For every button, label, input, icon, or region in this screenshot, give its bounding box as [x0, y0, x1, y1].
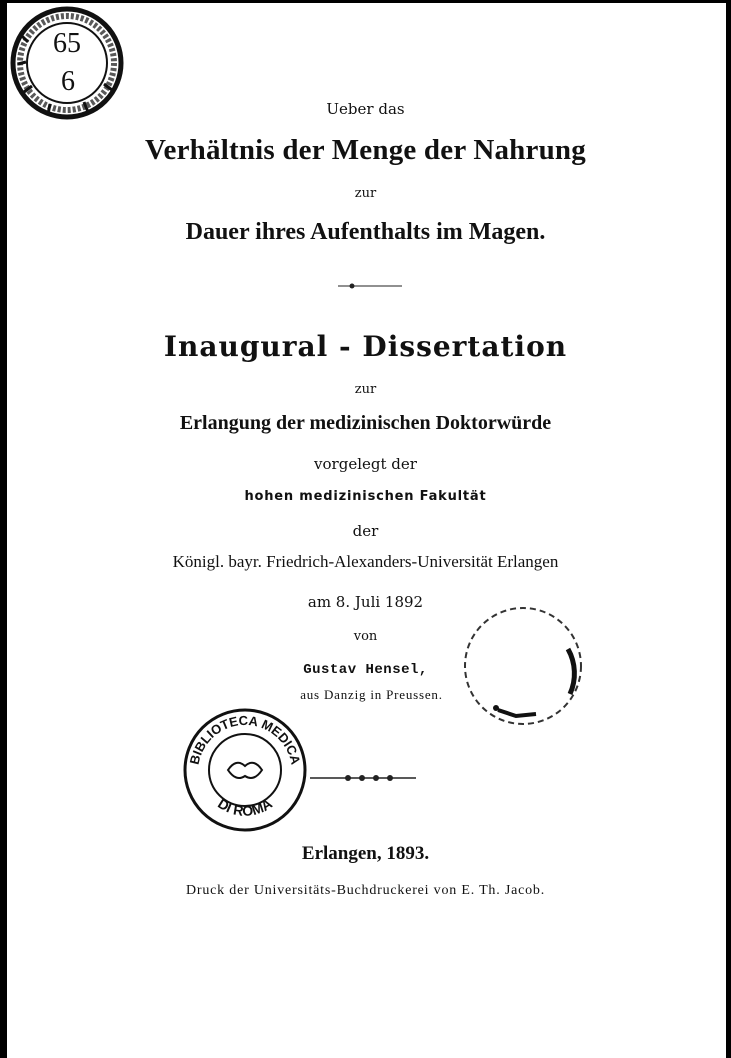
- author-origin: aus Danzig in Preussen.: [300, 687, 443, 702]
- title-line-3: zur: [354, 186, 377, 201]
- library-stamp-top-text: BIBLIOTECA MEDICA: [186, 712, 304, 767]
- dissertation-der: der: [352, 522, 379, 540]
- dissertation-heading: Inaugural - Dissertation: [163, 330, 568, 363]
- dissertation-zur: zur: [354, 382, 377, 397]
- dissertation-purpose: Erlangung der medizinischen Doktorwürde: [179, 412, 552, 434]
- author-name: Gustav Hensel,: [303, 662, 428, 678]
- imprint-printer: Druck der Universitäts-Buchdruckerei von E. Th. Jacob.: [185, 883, 545, 898]
- stamp-number-b: 6: [61, 66, 75, 97]
- dissertation-faculty: hohen medizinischen Fakultät: [244, 489, 487, 504]
- dissertation-date: am 8. Juli 1892: [307, 593, 424, 611]
- title-line-4: Dauer ihres Aufenthalts im Magen.: [185, 219, 546, 245]
- dissertation-vorgelegt: vorgelegt der: [314, 455, 417, 473]
- svg-text:DI ROMA: [215, 795, 275, 819]
- dissertation-university: Königl. bayr. Friedrich-Alexanders-Universität Erlangen: [172, 552, 559, 571]
- library-stamp: [176, 704, 314, 834]
- title-line-1: Ueber das: [326, 100, 405, 118]
- dissertation-von: von: [353, 629, 378, 644]
- stamp-number-a: 65: [53, 28, 81, 59]
- imprint-place-year: Erlangen, 1893.: [301, 843, 430, 864]
- faint-stamp-right: [458, 604, 588, 728]
- scan-edge-top: [0, 0, 731, 3]
- ornament-rule: [338, 282, 402, 290]
- svg-text:BIBLIOTECA MEDICA: [187, 713, 304, 767]
- ornament-rule-lower: [310, 773, 416, 783]
- library-stamp-bottom-text: DI ROMA: [215, 795, 275, 819]
- title-line-2: Verhältnis der Menge der Nahrung: [145, 134, 586, 166]
